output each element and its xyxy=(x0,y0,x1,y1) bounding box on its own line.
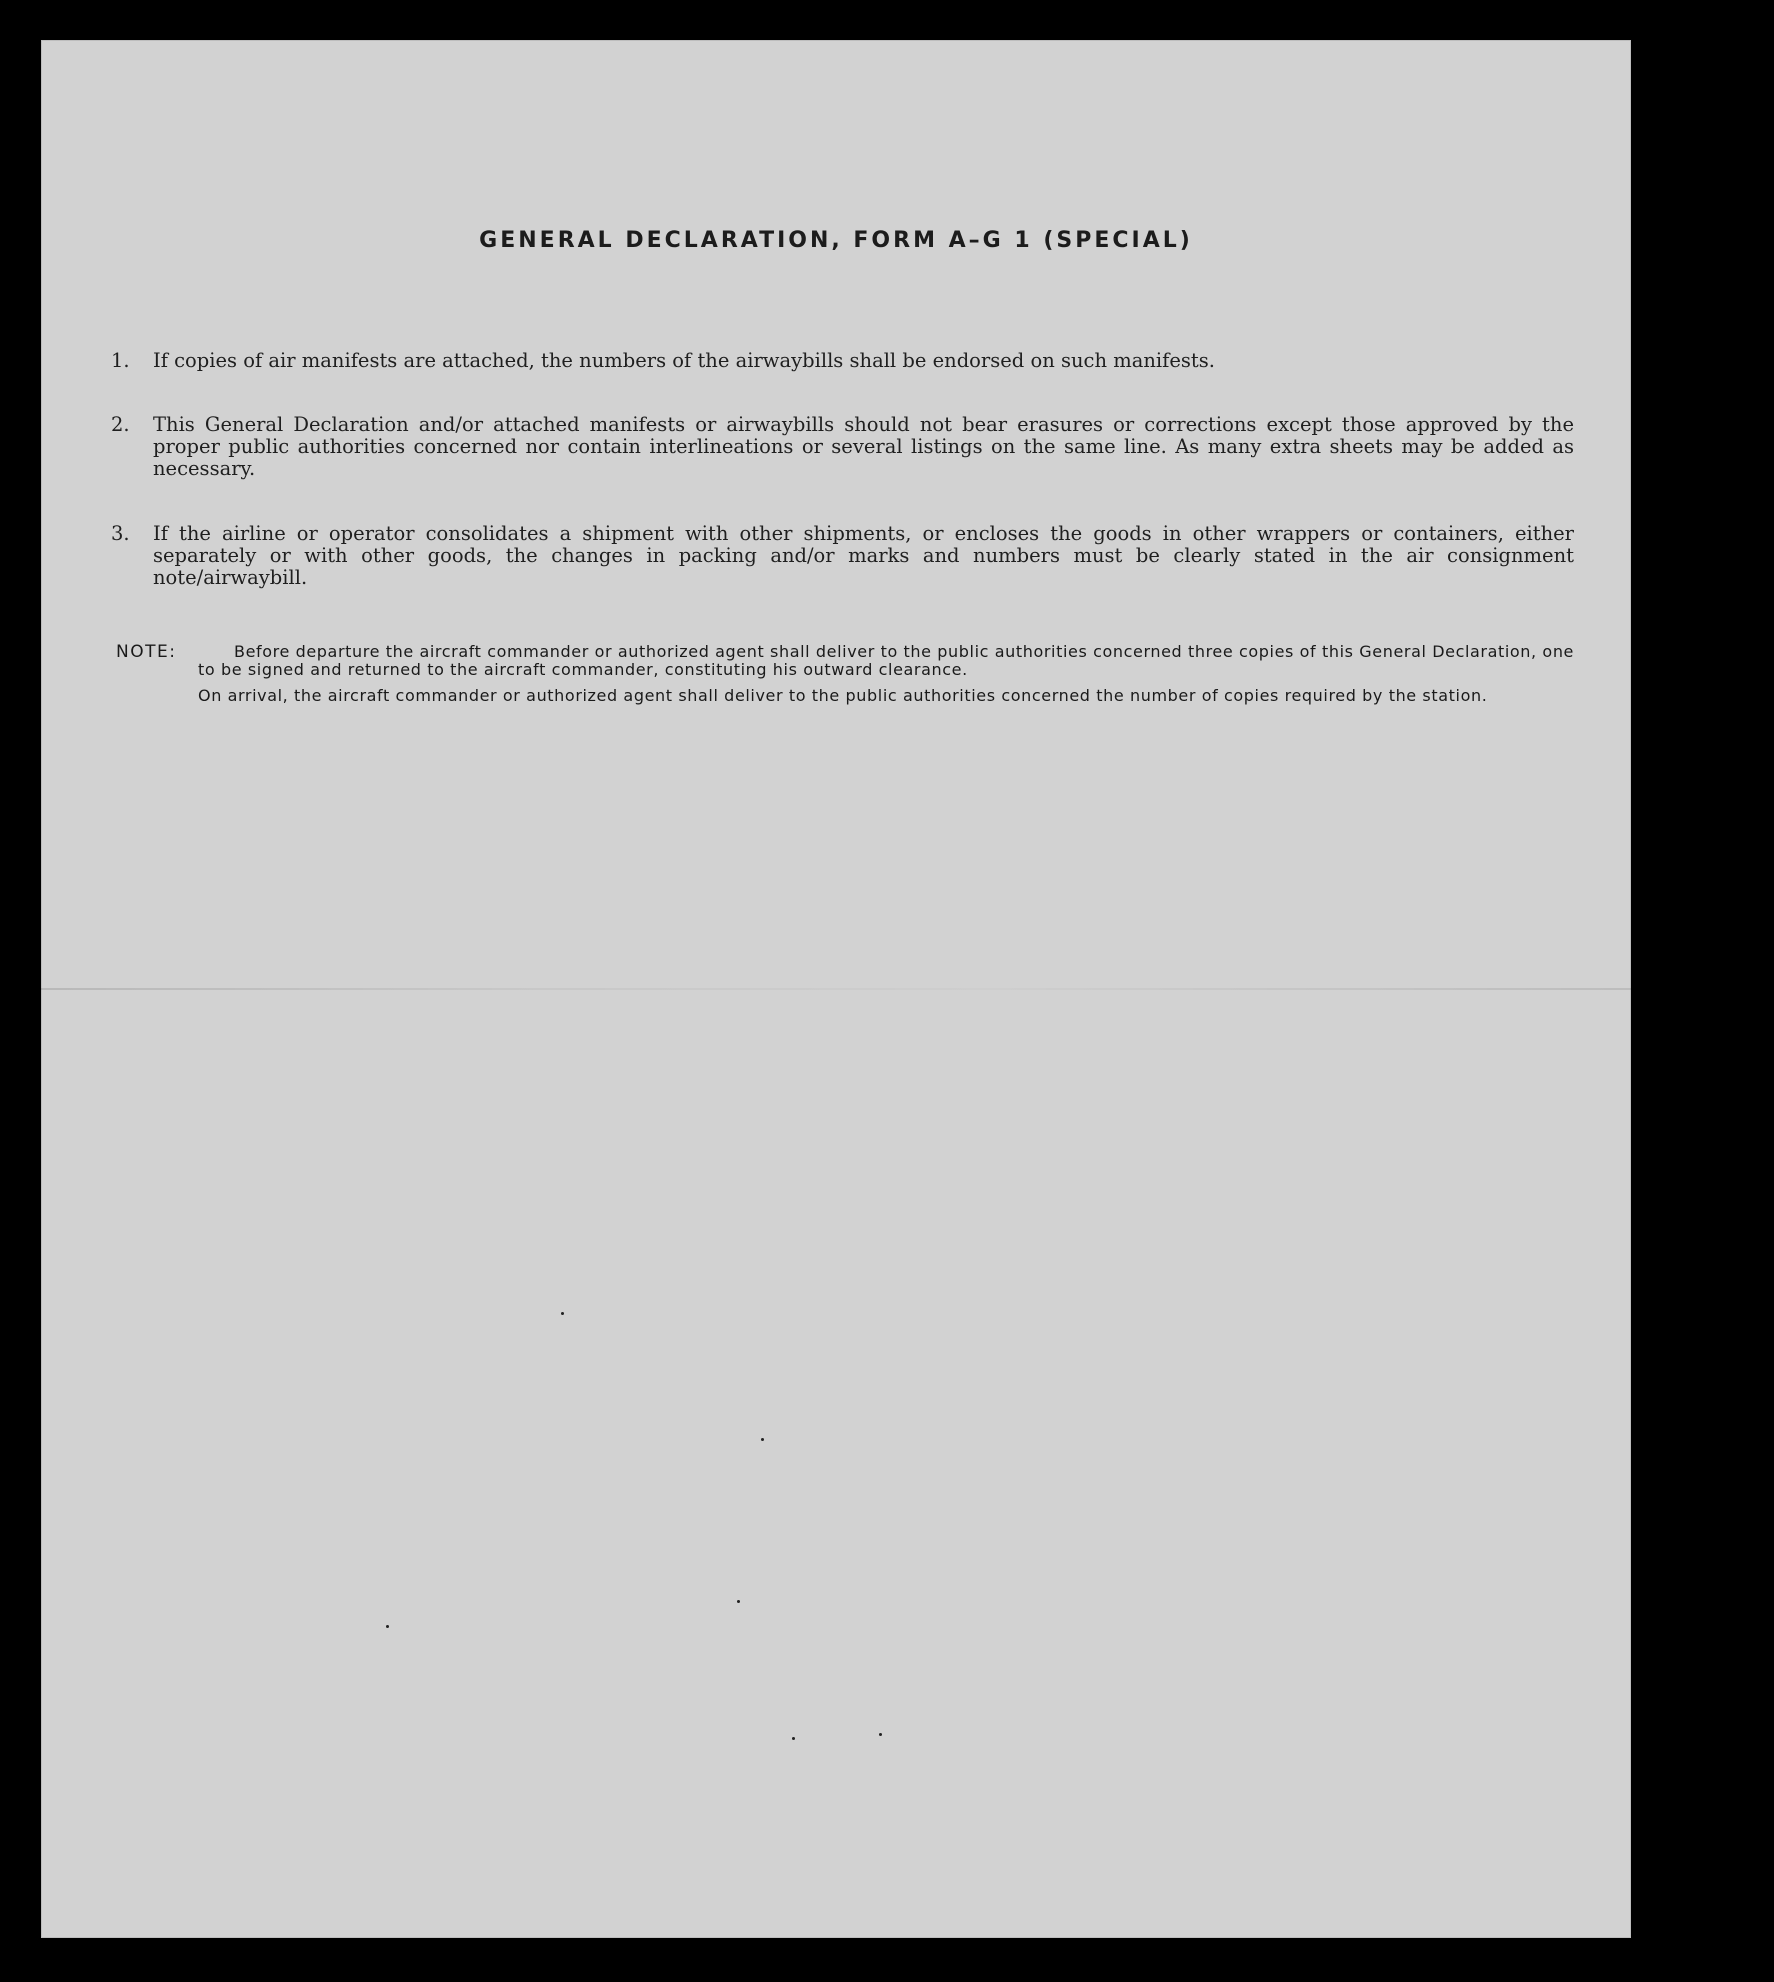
note-paragraph-departure: Before departure the aircraft commander or authorized agent shall deliver to the public authorities concerned three copies of this General Declaration, one to be signed and returned to the aircraft commander, constituting his outward clearance. xyxy=(198,642,1574,679)
item-number: 1. xyxy=(111,349,130,372)
form-title: GENERAL DECLARATION, FORM A–G 1 (SPECIAL) xyxy=(479,228,1193,253)
note-paragraph-arrival: On arrival, the aircraft commander or authorized agent shall deliver to the public authorities concerned the number of copies required by the station. xyxy=(198,686,1488,705)
item-number: 2. xyxy=(111,413,130,436)
item-text: If the airline or operator consolidates a shipment with other shipments, or encloses the goods in other wrappers or containers, either separately or with other goods, the changes in packing and/or marks and numbers must be clearly stated in the air consignment note/airwaybill. xyxy=(153,522,1574,589)
page-fold-line xyxy=(41,988,1631,990)
note-section xyxy=(116,643,1574,705)
note-label: NOTE: xyxy=(116,642,177,662)
instruction-item-3 xyxy=(111,523,1574,589)
paper-speck xyxy=(879,1733,882,1736)
paper-speck xyxy=(737,1600,740,1603)
document-page xyxy=(41,40,1631,1938)
item-number: 3. xyxy=(111,522,130,545)
paper-speck xyxy=(792,1737,795,1740)
item-text: If copies of air manifests are attached, the numbers of the airwaybills shall be endorsed on such manifests. xyxy=(153,349,1215,372)
paper-speck xyxy=(761,1438,764,1441)
item-text: This General Declaration and/or attached manifests or airwaybills should not bear erasures or corrections except those approved by the proper public authorities concerned nor contain interlineations or several listings on the same line. As many extra sheets may be added as necessary. xyxy=(153,413,1574,480)
paper-speck xyxy=(386,1625,389,1628)
instruction-item-1 xyxy=(111,350,1574,372)
instruction-item-2 xyxy=(111,414,1574,480)
paper-speck xyxy=(561,1312,564,1315)
